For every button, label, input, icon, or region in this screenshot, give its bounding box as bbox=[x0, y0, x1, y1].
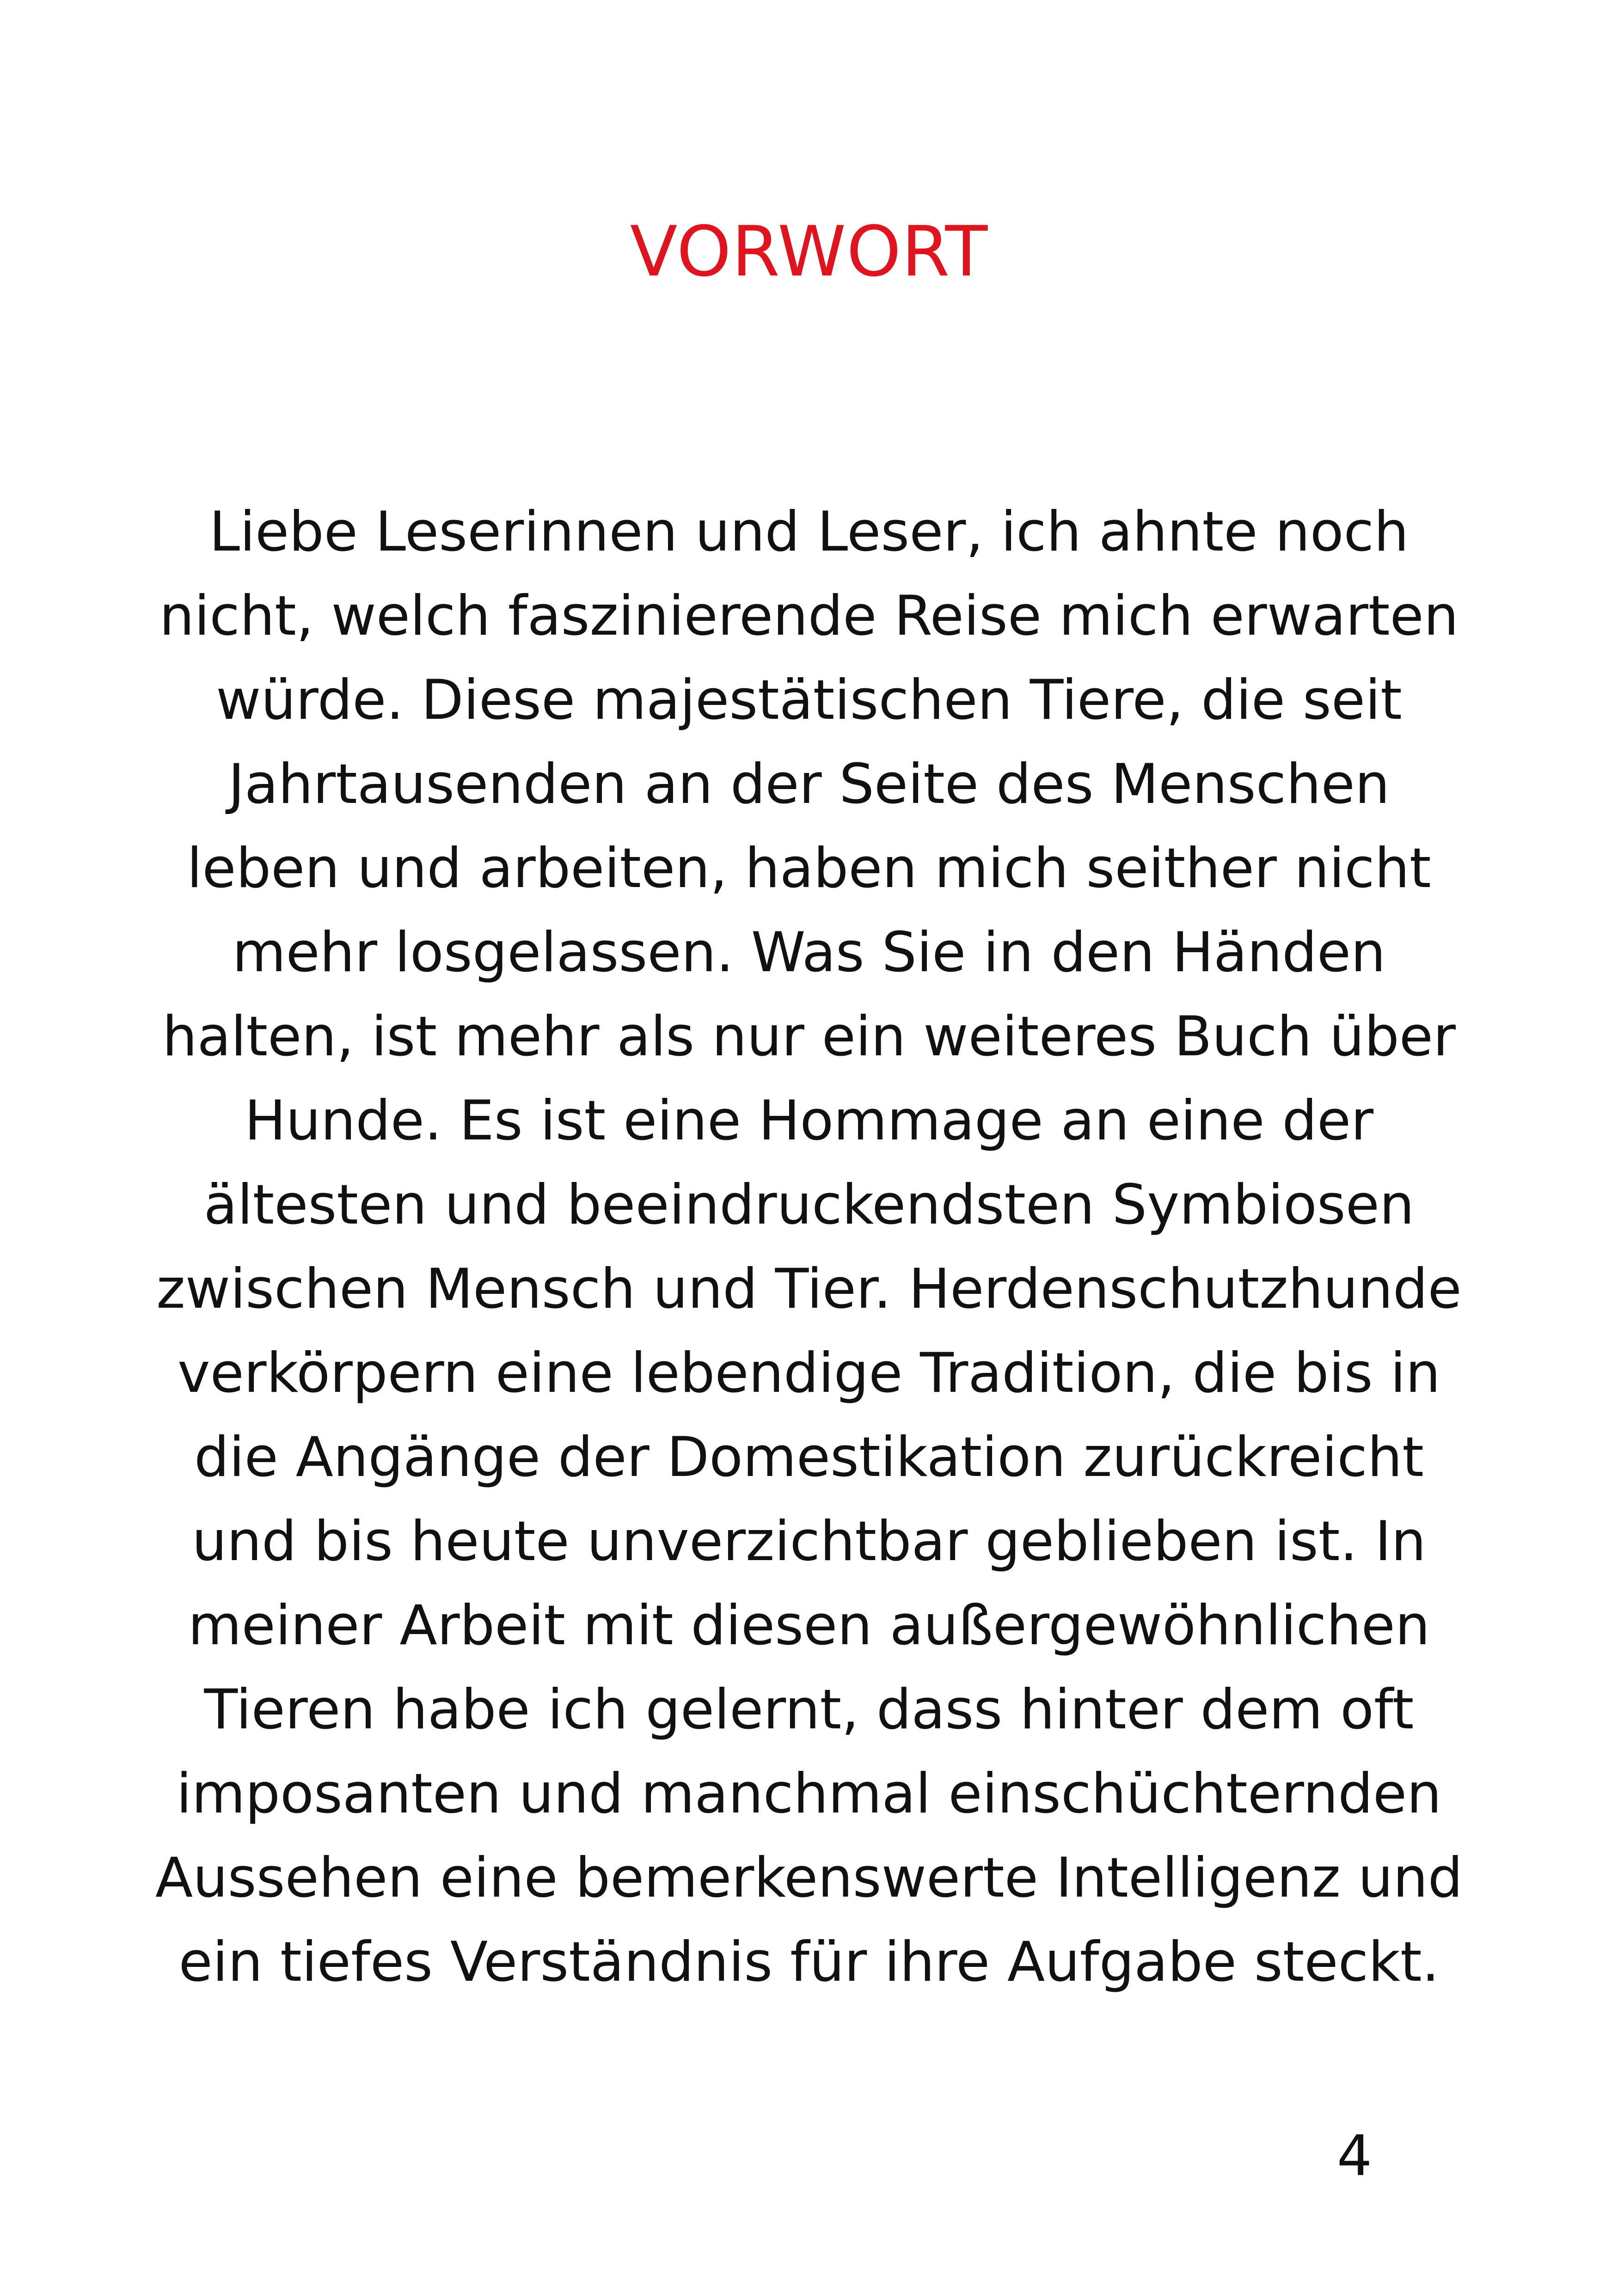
page-title: VORWORT bbox=[630, 212, 988, 292]
paragraph-line: Jahrtausenden an der Seite des Menschen bbox=[228, 753, 1390, 816]
page-number: 4 bbox=[1336, 2124, 1373, 2188]
foreword-paragraph bbox=[153, 490, 1465, 2004]
paragraph-line: ältesten und beeindruckendsten Symbiosen bbox=[203, 1173, 1415, 1237]
paragraph-line: Hunde. Es ist eine Hommage an eine der bbox=[244, 1089, 1374, 1153]
paragraph-line: zwischen Mensch und Tier. Herdenschutzhunde bbox=[156, 1257, 1462, 1321]
paragraph-line: verkörpern eine lebendige Tradition, die bis in bbox=[178, 1341, 1440, 1405]
paragraph-line: halten, ist mehr als nur ein weiteres Buch über bbox=[162, 1005, 1456, 1069]
paragraph-line: mehr losgelassen. Was Sie in den Händen bbox=[232, 921, 1386, 985]
paragraph-line: Aussehen eine bemerkenswerte Intelligenz und bbox=[155, 1846, 1463, 1910]
paragraph-line: Tieren habe ich gelernt, dass hinter dem oft bbox=[204, 1678, 1414, 1742]
paragraph-line: die Angänge der Domestikation zurückreicht bbox=[194, 1426, 1424, 1489]
paragraph-line: leben und arbeiten, haben mich seither nicht bbox=[187, 837, 1431, 900]
paragraph-line: würde. Diese majestätischen Tiere, die seit bbox=[216, 668, 1402, 732]
paragraph-line: ein tiefes Verständnis für ihre Aufgabe steckt. bbox=[178, 1930, 1440, 1994]
paragraph-line: imposanten und manchmal einschüchternden bbox=[176, 1762, 1442, 1826]
paragraph-line: Liebe Leserinnen und Leser, ich ahnte noch bbox=[209, 500, 1409, 564]
paragraph-line: nicht, welch faszinierende Reise mich erwarten bbox=[159, 584, 1459, 648]
paragraph-line: meiner Arbeit mit diesen außergewöhnlichen bbox=[188, 1594, 1430, 1658]
paragraph-line: und bis heute unverzichtbar geblieben ist. In bbox=[192, 1510, 1426, 1574]
